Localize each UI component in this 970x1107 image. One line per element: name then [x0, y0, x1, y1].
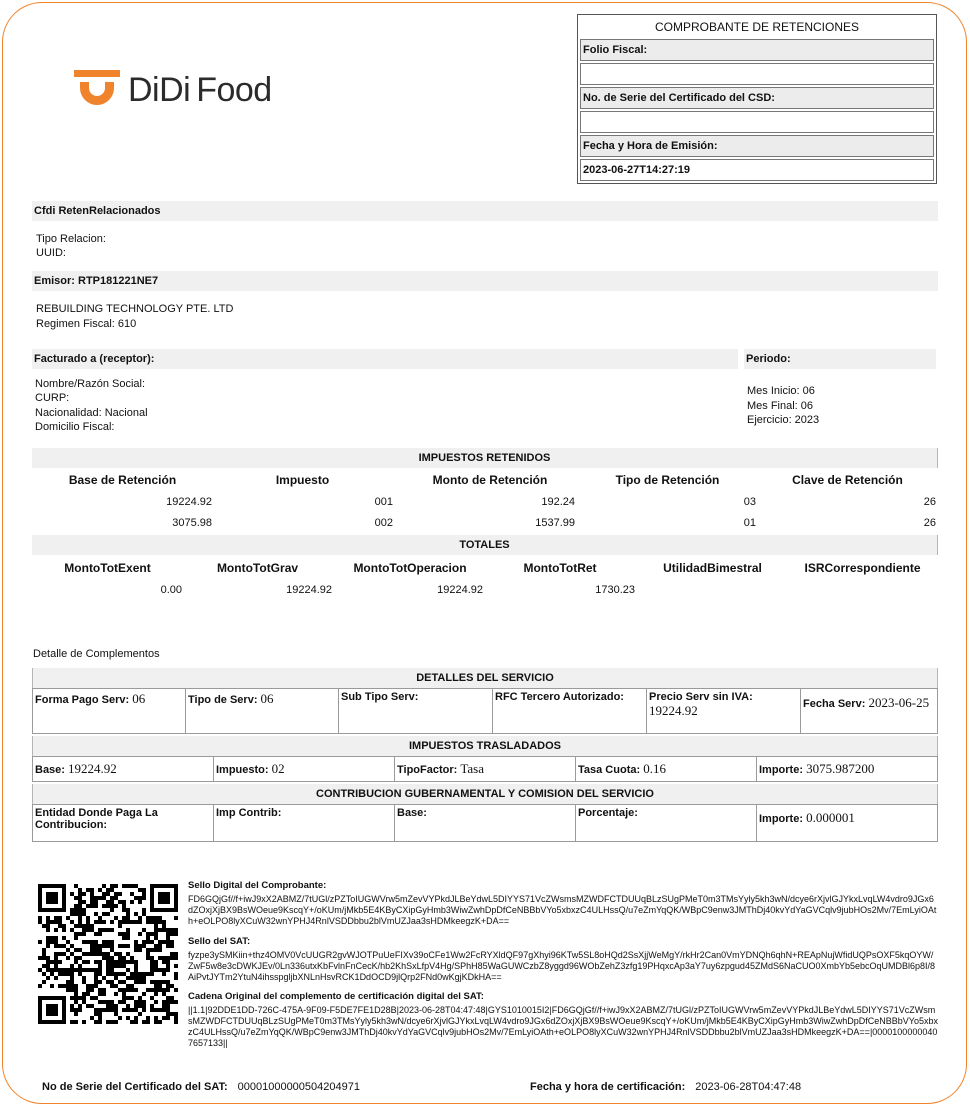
didi-food-logo — [72, 70, 272, 110]
fecha-emision-label: Fecha y Hora de Emisión: — [580, 135, 934, 157]
tras-tasa-value: 0.16 — [643, 761, 666, 776]
tot-exent-value: 0.00 — [160, 584, 182, 596]
receptor-section-title: Facturado a (receptor): — [32, 349, 738, 369]
sello-sat-label: Sello del SAT: — [188, 936, 251, 947]
header-montototret: MontoTotRet — [523, 561, 597, 575]
serie-sat-label: No de Serie del Certificado del SAT: — [42, 1081, 228, 1093]
entidad-label: Entidad Donde Paga La Contribucion: — [35, 807, 158, 831]
precio-serv-value: 19224.92 — [649, 703, 698, 718]
complementos-title: Detalle de Complementos — [33, 648, 160, 660]
ret-row2-impuesto: 002 — [374, 517, 393, 529]
footer-serie-sat — [42, 1081, 360, 1093]
ret-row2-monto: 1537.99 — [535, 517, 575, 529]
comprobante-title: COMPROBANTE DE RETENCIONES — [654, 20, 860, 34]
imp-contrib-label: Imp Contrib: — [216, 807, 282, 819]
periodo-ejercicio: Ejercicio: 2023 — [747, 414, 820, 426]
receptor-domicilio: Domicilio Fiscal: — [35, 421, 115, 433]
porcentaje-label: Porcentaje: — [578, 807, 638, 819]
comprobante-box — [577, 14, 937, 184]
impuestos-trasladados-title: IMPUESTOS TRASLADADOS — [32, 736, 938, 756]
ret-row1-impuesto: 001 — [374, 496, 393, 508]
tot-ret-value: 1730.23 — [595, 584, 635, 596]
fecha-cert-value: 2023-06-28T04:47:48 — [695, 1081, 802, 1093]
cfdi-section-title: Cfdi RetenRelacionados — [32, 201, 938, 221]
receptor-nacionalidad: Nacionalidad: Nacional — [35, 407, 148, 419]
header-montototgrav: MontoTotGrav — [216, 561, 299, 575]
contrib-base-label: Base: — [397, 807, 427, 819]
qr-code-icon — [38, 884, 178, 1024]
didi-logo-icon — [72, 70, 122, 110]
impuestos-retenidos-title: IMPUESTOS RETENIDOS — [32, 448, 938, 468]
logo-food: Food — [196, 70, 272, 109]
periodo-mes-final: Mes Final: 06 — [747, 400, 814, 412]
contribucion-title: CONTRIBUCION GUBERNAMENTAL Y COMISION DEL SERVICIO — [32, 784, 938, 804]
contrib-importe-label: Importe: — [759, 813, 803, 825]
periodo-section-title: Periodo: — [744, 349, 936, 369]
tipo-serv-label: Tipo de Serv: — [188, 694, 258, 706]
receptor-nombre: Nombre/Razón Social: — [35, 378, 146, 390]
emisor-name: REBUILDING TECHNOLOGY PTE. LTD — [36, 303, 234, 315]
tras-base-value: 19224.92 — [68, 761, 117, 776]
tras-impuesto-label: Impuesto: — [216, 764, 269, 776]
fecha-serv-value: 2023-06-25 — [868, 695, 930, 710]
header-montototoperacion: MontoTotOperacion — [353, 561, 467, 575]
ret-row2-clave: 26 — [923, 517, 936, 529]
sello-digital-label: Sello Digital del Comprobante: — [188, 880, 327, 891]
impuestos-trasladados-grid — [32, 756, 938, 782]
serie-sat-value: 00001000000504204971 — [237, 1081, 360, 1093]
emisor-section-title: Emisor: RTP181221NE7 — [32, 271, 938, 291]
ret-row2-base: 3075.98 — [172, 517, 212, 529]
forma-pago-value: 06 — [132, 691, 146, 706]
tras-tasa-label: Tasa Cuota: — [578, 764, 641, 776]
cadena-original-text: ||1.1|92DDE1DD-726C-475A-9F09-F5DE7FE1D28B|2023-06-28T04:47:48|GYS1010015I2|FD6GQjGf//f+iwJ9xX2ABMZ/7tUGl/zPZToIUGWVrw5mZevVYPkdJLBeYdwL5DIYYS71VcZWsmsMZWDFCTDUUqBLzSUgPMeT0m3TMsYyly5kh3wN/dcye6rXjvlGJYkxLvqLW4vdro9JGx6dZOxjXjBX9BsWOeue9KscqY+/oKUm/jMkb5E4KByCXipGyHmb3WiwZwhDpDfCeNBBbVYo5xbxzC4ULHssQ/u7eZmYqQK/WBpC9enw3JMThDj40kvYdYaGVCqlv9jubHOs2Mv/7EmLyiOAth+eOLPO8lyXCuW32wnYPHJ4RnlVSDDbbu2blVmUZJaa3sHDMkeegzK+DA==|00001000000407657133|| — [188, 1005, 938, 1048]
serie-label: No. de Serie del Certificado del CSD: — [580, 87, 934, 109]
fecha-serv-label: Fecha Serv: — [803, 698, 866, 710]
serie-value — [580, 111, 934, 133]
tipo-relacion: Tipo Relacion: — [36, 233, 106, 245]
header-base-retencion: Base de Retención — [68, 473, 177, 487]
sub-tipo-label: Sub Tipo Serv: — [341, 691, 419, 703]
tras-importe-value: 3075.987200 — [806, 761, 875, 776]
contrib-importe-value: 0.000001 — [806, 810, 855, 825]
forma-pago-label: Forma Pago Serv: — [35, 694, 130, 706]
ret-row2-tipo: 01 — [743, 517, 756, 529]
header-clave-retencion: Clave de Retención — [792, 473, 903, 487]
folio-label: Folio Fiscal: — [580, 39, 934, 61]
sello-sat-text: fyzpe3ySMKiin+thz4OMV0VcUUGR2gvWJOTPuUeFIXv39oCFe1Ww2FcRYXldQF97gXhyi96KTw5SL8oHQd2SsXjjWeMgY/rkHr2Can0VmYDNQh6qhN+REApNujWfidUQPsOXF5kqOYW/ZwF5w8e3cDWKJEv/0Ln336utxKbFvlnFnCecK/hb2KhSxLfpV4Hg/SPhH85WaGUWCzbZ8yggd96WObZehZ3zfg19PHqxcAp3aY7uy6zpgud45ZMdS6NaCUO0XmbYb5ebcOqUMDBl6p8I/8AiPvtJYTm2YtuN4ihsspgljbXNLnHsvRCK1DdOCD9jlQrp2FNd0wKgjKDkHA== — [188, 950, 936, 982]
ret-row1-clave: 26 — [923, 496, 936, 508]
precio-serv-label: Precio Serv sin IVA: — [649, 691, 753, 703]
header-tipo-retencion: Tipo de Retención — [615, 473, 720, 487]
tipo-serv-value: 06 — [260, 691, 274, 706]
tras-impuesto-value: 02 — [271, 761, 285, 776]
rfc-tercero-label: RFC Tercero Autorizado: — [495, 691, 624, 703]
header-isrcorrespondiente: ISRCorrespondiente — [804, 561, 921, 575]
cadena-original-label: Cadena Original del complemento de certificación digital del SAT: — [188, 991, 484, 1002]
totales-title: TOTALES — [32, 535, 938, 555]
fecha-emision-value: 2023-06-27T14:27:19 — [580, 159, 934, 181]
contribucion-grid — [32, 804, 938, 842]
folio-value — [580, 63, 934, 85]
ret-row1-base: 19224.92 — [166, 496, 212, 508]
header-montototexent: MontoTotExent — [64, 561, 151, 575]
uuid: UUID: — [36, 247, 66, 259]
header-utilidadbimestral: UtilidadBimestral — [663, 561, 762, 575]
detalles-servicio-grid — [32, 688, 938, 734]
tot-operacion-value: 19224.92 — [437, 584, 483, 596]
header-impuesto: Impuesto — [275, 473, 330, 487]
logo-didi: DiDi — [128, 70, 191, 109]
fecha-cert-label: Fecha y hora de certificación: — [530, 1081, 686, 1093]
tot-grav-value: 19224.92 — [286, 584, 332, 596]
emisor-regimen: Regimen Fiscal: 610 — [36, 318, 137, 330]
tras-tipofactor-value: Tasa — [460, 761, 484, 776]
tras-tipofactor-label: TipoFactor: — [397, 764, 458, 776]
tras-importe-label: Importe: — [759, 764, 803, 776]
detalles-servicio-title: DETALLES DEL SERVICIO — [32, 668, 938, 688]
ret-row1-tipo: 03 — [743, 496, 756, 508]
header-monto-retencion: Monto de Retención — [432, 473, 548, 487]
periodo-mes-inicio: Mes Inicio: 06 — [747, 385, 815, 397]
sello-digital-text: FD6GQjGf//f+iwJ9xX2ABMZ/7tUGl/zPZToIUGWVrw5mZevVYPkdJLBeYdwL5DIYYS71VcZWsmsMZWDFCTDUUqBLzSUgPMeT0m3TMsYyly5kh3wN/dcye6rXjvlGJYkxLvqLW4vdro9JGx6dZOxjXjBX9BsWOeue9KscqY+/oKUm/jMkb5E4KByCXipGyHmb3WiwZwhDpDfCeNBBbVYo5xbxzC4ULHssQ/u7eZmYqQK/WBpC9enw3JMThDj40kvYdYaGVCqlv9jubHOs2Mv/7EmLyiOAth+eOLPO8lyXCuW32wnYPHJ4RnlVSDDbbu2blVmUZJaa3sHDMkeegzK+DA== — [188, 894, 937, 926]
tras-base-label: Base: — [35, 764, 65, 776]
footer-fecha-cert — [530, 1081, 801, 1093]
receptor-curp: CURP: — [35, 392, 70, 404]
ret-row1-monto: 192.24 — [541, 496, 575, 508]
